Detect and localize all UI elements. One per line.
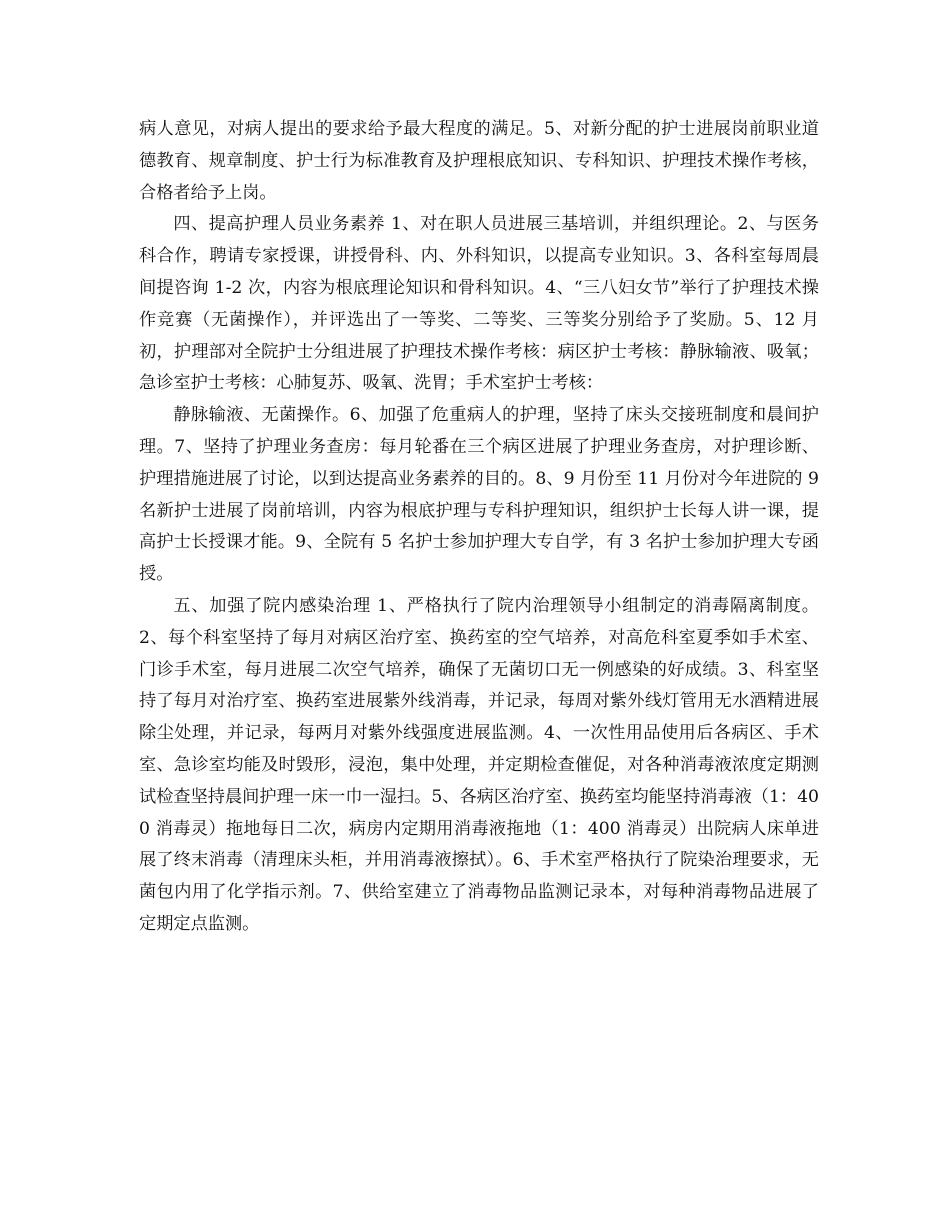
paragraph-section-five: 五、加强了院内感染治理 1、严格执行了院内治理领导小组制定的消毒隔离制度。2、每个科室坚持了每月对病区治疗室、换药室的空气培养，对高危科室夏季如手术室、门诊手术室，每月进展二次空气培养，确保了无菌切口无一例感染的好成绩。3、科室坚持了每月对治疗室、换药室进展紫外线消毒，并记录，每周对紫外线灯管用无水酒精进展除尘处理，并记录，每两月对紫外线强度进展监测。4、一次性用品使用后各病区、手术室、急诊室均能及时毁形，浸泡，集中处理，并定期检查催促，对各种消毒液浓度定期测试检查坚持晨间护理一床一巾一湿扫。5、各病区治疗室、换药室均能坚持消毒液（1：400 消毒灵）拖地每日二次，病房内定期用消毒液拖地（1：400 消毒灵）出院病人床单进展了终末消毒（清理床头柜，并用消毒液擦拭）。6、手术室严格执行了院染治理要求，无菌包内用了化学指示剂。7、供给室建立了消毒物品监测记录本，对每种消毒物品进展了定期定点监测。 (139, 595, 819, 934)
paragraph-continuation: 病人意见，对病人提出的要求给予最大程度的满足。5、对新分配的护士进展岗前职业道德教育、规章制度、护士行为标准教育及护理根底知识、专科知识、护理技术操作考核，合格者给予上岗。 (139, 119, 819, 203)
document-body (139, 114, 819, 941)
paragraph-section-four-continued: 静脉输液、无菌操作。6、加强了危重病人的护理，坚持了床头交接班制度和晨间护理。7、坚持了护理业务查房：每月轮番在三个病区进展了护理业务查房，对护理诊断、护理措施进展了讨论，以到达提高业务素养的目的。8、9 月份至 11 月份对今年进院的 9 名新护士进展了岗前培训，内容为根底护理与专科护理知识，组织护士长每人讲一课，提高护士长授课才能。9、全院有 5 名护士参加护理大专自学，有 3 名护士参加护理大专函授。 (139, 405, 819, 585)
paragraph-section-four: 四、提高护理人员业务素养 1、对在职人员进展三基培训，并组织理论。2、与医务科合作，聘请专家授课，讲授骨科、内、外科知识，以提高专业知识。3、各科室每周晨间提咨询 1-2 次，内容为根底理论知识和骨科知识。4、“三八妇女节”举行了护理技术操作竞赛（无菌操作），并评选出了一等奖、二等奖、三等奖分别给予了奖励。5、12 月初，护理部对全院护士分组进展了护理技术操作考核：病区护士考核：静脉输液、吸氧；急诊室护士考核：心肺复苏、吸氧、洗胃；手术室护士考核： (139, 214, 819, 394)
